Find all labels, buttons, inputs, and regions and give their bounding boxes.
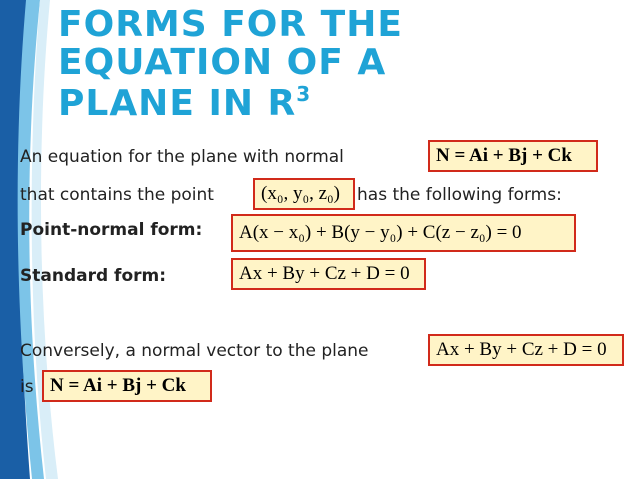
point-normal-label: Point-normal form: <box>20 220 203 240</box>
title-line-2 <box>58 81 628 124</box>
contains-text-prefix: that contains the point <box>20 185 214 205</box>
standard-form-equation-2: Ax + By + Cz + D = 0 <box>436 339 607 360</box>
title-line-2-text: PLANE IN R <box>58 82 297 124</box>
standard-form-box <box>231 258 426 290</box>
normal-vector-equation: N = Ai + Bj + Ck <box>436 145 572 166</box>
intro-text: An equation for the plane with normal <box>20 147 344 167</box>
normal-vector-box-2 <box>42 370 212 402</box>
point-coordinates: (x₀, y₀, z₀) <box>261 183 340 204</box>
is-text: is <box>20 377 34 397</box>
standard-label: Standard form: <box>20 266 167 286</box>
standard-form-box-2 <box>428 334 624 366</box>
point-normal-equation: A(x − x₀) + B(y − y₀) + C(z − z₀) = 0 <box>239 222 522 243</box>
standard-form-equation: Ax + By + Cz + D = 0 <box>239 263 410 284</box>
title-line-1: FORMS FOR THE EQUATION OF A <box>58 4 403 83</box>
slide-title <box>58 6 628 122</box>
normal-vector-equation-2: N = Ai + Bj + Ck <box>50 375 186 396</box>
point-normal-box <box>231 214 576 252</box>
contains-text-suffix: has the following forms: <box>357 185 562 205</box>
title-superscript: 3 <box>296 81 312 106</box>
conversely-text: Conversely, a normal vector to the plane <box>20 341 369 361</box>
point-box <box>253 178 355 210</box>
normal-vector-box <box>428 140 598 172</box>
